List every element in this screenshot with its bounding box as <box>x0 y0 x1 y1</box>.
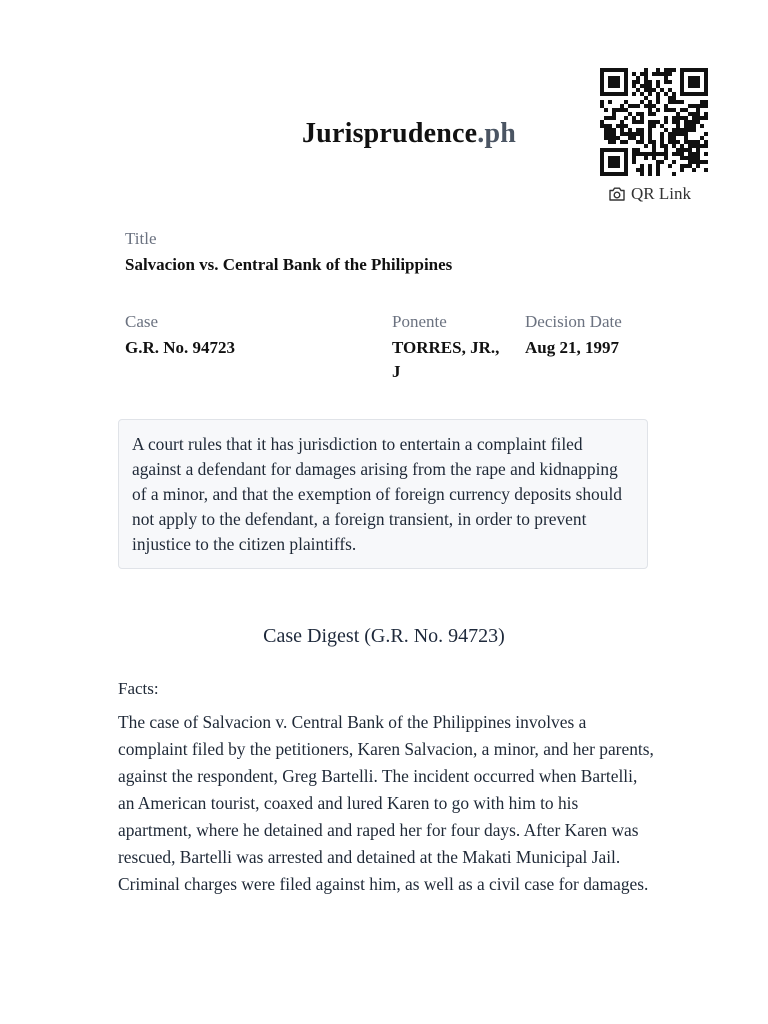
camera-icon <box>608 186 626 202</box>
decision-date-label: Decision Date <box>525 312 622 331</box>
decision-date-value: Aug 21, 1997 <box>525 338 619 357</box>
ponente-label: Ponente <box>392 312 447 331</box>
facts-label: Facts: <box>118 679 159 698</box>
qr-link[interactable] <box>608 184 691 204</box>
case-summary-box: A court rules that it has jurisdiction to entertain a complaint filed against a defendant for damages arising from the rape and kidnapping of a minor, and that the exemption of foreign currency deposits should not apply to the defendant, a foreign transient, in order to prevent injustice to the citizen plaintiffs. <box>118 419 648 569</box>
ponente-value: TORRES, JR., J <box>392 338 500 381</box>
brand-main: Jurisprudence <box>301 118 478 149</box>
brand-tld: .ph <box>477 118 517 149</box>
digest-title: Case Digest (G.R. No. 94723) <box>263 625 505 647</box>
facts-paragraph: The case of Salvacion v. Central Bank of the Philippines involves a complaint filed by the petitioners, Karen Salvacion, a minor, and her parents, against the respondent, Greg Bartelli. The incident occurred when Bartelli, an American tourist, coaxed and lured Karen to go with him to his apartment, where he detained and raped her for four days. After Karen was rescued, Bartelli was arrested and detained at the Makati Municipal Jail. Criminal charges were filed against him, as well as a civil case for damages. <box>118 712 654 894</box>
qr-code[interactable] <box>600 68 708 176</box>
title-label: Title <box>125 229 157 248</box>
title-value: Salvacion vs. Central Bank of the Philippines <box>125 255 453 274</box>
case-value: G.R. No. 94723 <box>125 338 236 357</box>
case-label: Case <box>125 312 159 331</box>
qr-link-label: QR Link <box>631 184 691 203</box>
